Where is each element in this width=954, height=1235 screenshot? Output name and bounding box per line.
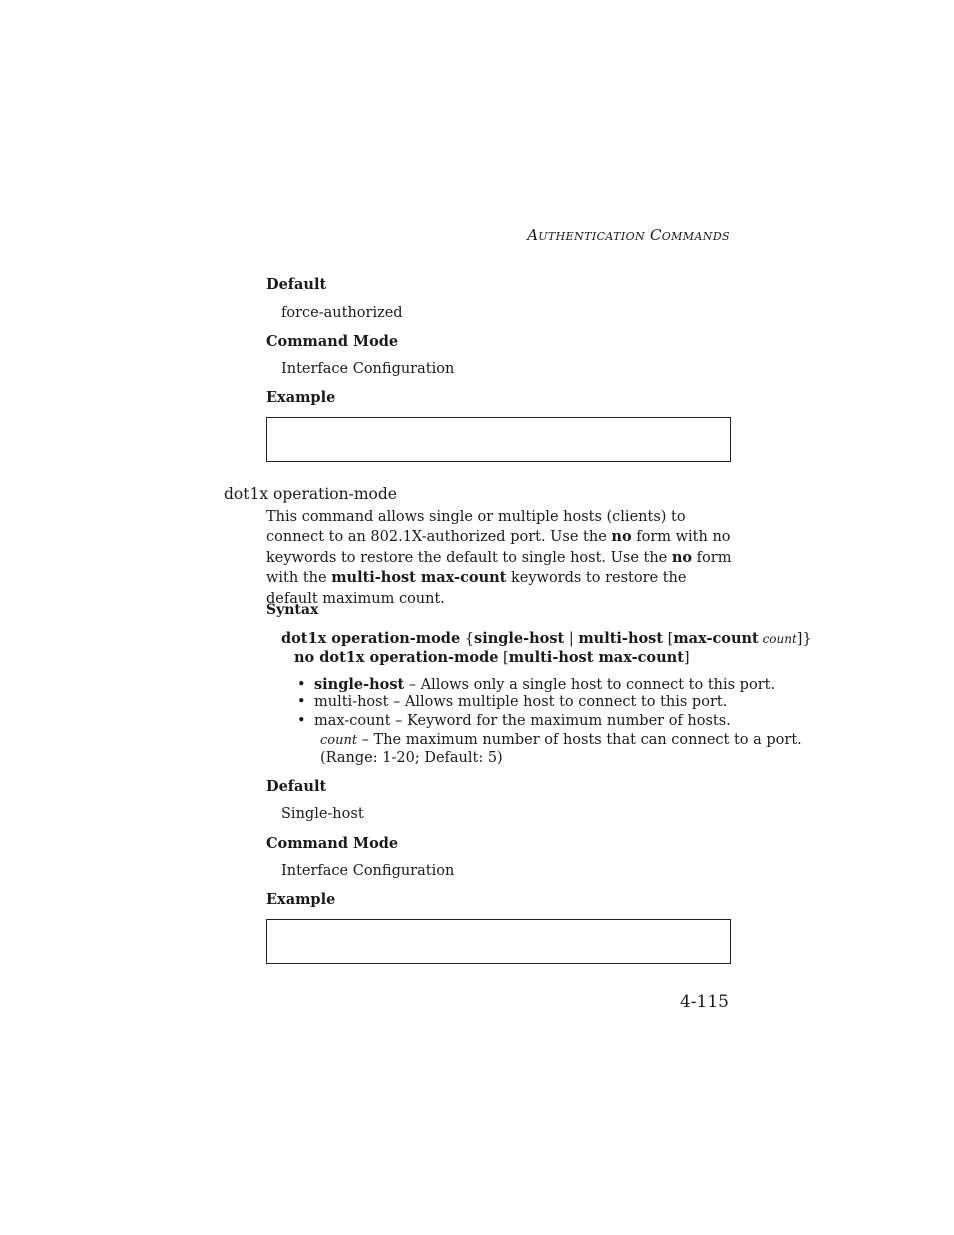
default-heading: Default: [266, 276, 327, 293]
default-value: Single-host: [281, 806, 364, 822]
default-heading: Default: [266, 778, 327, 795]
list-subitem-range: (Range: 1-20; Default: 5): [320, 750, 503, 766]
command-mode-value: Interface Configuration: [281, 863, 455, 879]
command-description: This command allows single or multiple hosts (clients) to connect to an 802.1X-authorized port. Use the no form with no keywords to restore the default to single host. Use the no form with the multi-host max-count keywords to restore the default maximum count.: [266, 509, 732, 607]
example-heading: Example: [266, 389, 336, 406]
section-title: dot1x operation-mode: [224, 485, 397, 503]
syntax-line-2: no dot1x operation-mode [multi-host max-count]: [294, 649, 690, 666]
running-header: AUTHENTICATION COMMANDS: [527, 226, 730, 244]
syntax-heading: Syntax: [266, 602, 319, 618]
list-item: • single-host – Allows only a single host to connect to this port.: [297, 676, 776, 693]
example-box: [266, 919, 731, 964]
page-number: 4-115: [679, 992, 729, 1012]
command-mode-heading: Command Mode: [266, 835, 399, 852]
syntax-line-1: dot1x operation-mode {single-host | multi-host [max-count count]}: [281, 630, 812, 647]
default-value: force-authorized: [281, 305, 403, 321]
command-mode-heading: Command Mode: [266, 333, 399, 350]
list-item: • multi-host – Allows multiple host to connect to this port.: [297, 694, 728, 710]
list-subitem: count – The maximum number of hosts that can connect to a port.: [320, 732, 802, 748]
example-heading: Example: [266, 891, 336, 908]
list-item: • max-count – Keyword for the maximum number of hosts.: [297, 713, 731, 729]
command-mode-value: Interface Configuration: [281, 361, 455, 377]
example-box: [266, 417, 731, 462]
